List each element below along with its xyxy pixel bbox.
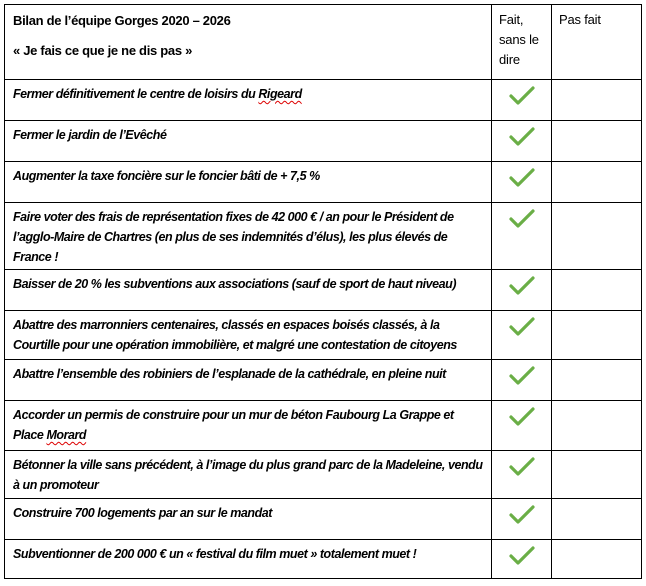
done-cell: [492, 162, 552, 203]
not-done-cell: [552, 121, 642, 162]
done-cell: [492, 540, 552, 579]
table-row: [5, 360, 642, 401]
checkmark-icon: [509, 276, 535, 296]
header-title-cell: [5, 5, 492, 80]
column-header-done-line-2: sans le: [499, 32, 539, 47]
column-header-not-done-label: Pas fait: [559, 12, 601, 27]
item-cell: [5, 121, 492, 162]
table-row: [5, 540, 642, 579]
item-cell: [5, 540, 492, 579]
item-cell: [5, 499, 492, 540]
item-cell: [5, 360, 492, 401]
item-text: Fermer le jardin de l’Evêché: [13, 128, 167, 142]
not-done-cell: [552, 499, 642, 540]
not-done-cell: [552, 360, 642, 401]
column-header-not-done: [552, 5, 642, 80]
table-row: [5, 401, 642, 451]
not-done-cell: [552, 80, 642, 121]
done-cell: [492, 401, 552, 451]
item-text: Subventionner de 200 000 € un « festival du film muet » totalement muet !: [13, 547, 417, 561]
not-done-cell: [552, 270, 642, 311]
column-header-done-line-3: dire: [499, 52, 520, 67]
not-done-cell: [552, 162, 642, 203]
checkmark-icon: [509, 317, 535, 337]
checkmark-icon: [509, 407, 535, 427]
table-row: [5, 203, 642, 270]
checkmark-icon: [509, 209, 535, 229]
document-title: Bilan de l’équipe Gorges 2020 – 2026: [13, 13, 231, 28]
checkmark-icon: [509, 457, 535, 477]
item-text: Augmenter la taxe foncière sur le foncier bâti de + 7,5 %: [13, 169, 320, 183]
checkmark-icon: [509, 168, 535, 188]
checkmark-icon: [509, 546, 535, 566]
table-row: [5, 499, 642, 540]
table-row: [5, 162, 642, 203]
checkmark-icon: [509, 86, 535, 106]
item-text: Abattre des marronniers centenaires, classés en espaces boisés classés, à la Courtille pour une opération immobilière, et malgré une contestation de citoyens: [13, 318, 457, 352]
done-cell: [492, 80, 552, 121]
table-row: [5, 80, 642, 121]
done-cell: [492, 203, 552, 270]
done-cell: [492, 360, 552, 401]
checkmark-icon: [509, 366, 535, 386]
done-cell: [492, 499, 552, 540]
item-cell: [5, 80, 492, 121]
header-row: [5, 5, 642, 80]
item-text: Accorder un permis de construire pour un mur de béton Faubourg La Grappe et Place Morard: [13, 408, 454, 442]
item-cell: [5, 451, 492, 499]
item-cell: [5, 311, 492, 360]
item-cell: [5, 401, 492, 451]
item-text: Fermer définitivement le centre de loisirs du Rigeard: [13, 87, 302, 101]
item-text: Construire 700 logements par an sur le mandat: [13, 506, 272, 520]
not-done-cell: [552, 540, 642, 579]
checkmark-icon: [509, 505, 535, 525]
done-cell: [492, 270, 552, 311]
table-row: [5, 451, 642, 499]
not-done-cell: [552, 203, 642, 270]
item-text: Faire voter des frais de représentation fixes de 42 000 € / an pour le Président de l’agglo-Maire de Chartres (en plus de ses indemnités d’élus), les plus élevés de France !: [13, 210, 454, 264]
table-row: [5, 270, 642, 311]
document-subtitle: « Je fais ce que je ne dis pas »: [13, 43, 192, 58]
spellcheck-flagged-word: Rigeard: [258, 87, 302, 101]
not-done-cell: [552, 401, 642, 451]
not-done-cell: [552, 451, 642, 499]
done-cell: [492, 121, 552, 162]
item-text: Abattre l’ensemble des robiniers de l’esplanade de la cathédrale, en pleine nuit: [13, 367, 446, 381]
item-cell: [5, 270, 492, 311]
bilan-table: [4, 4, 642, 579]
item-cell: [5, 203, 492, 270]
table-row: [5, 121, 642, 162]
item-text: Baisser de 20 % les subventions aux associations (sauf de sport de haut niveau): [13, 277, 457, 291]
spellcheck-flagged-word: Morard: [46, 428, 87, 442]
checkmark-icon: [509, 127, 535, 147]
done-cell: [492, 451, 552, 499]
not-done-cell: [552, 311, 642, 360]
item-text: Bétonner la ville sans précédent, à l’image du plus grand parc de la Madeleine, vendu à un promoteur: [13, 458, 483, 492]
column-header-done: [492, 5, 552, 80]
item-cell: [5, 162, 492, 203]
done-cell: [492, 311, 552, 360]
table-row: [5, 311, 642, 360]
column-header-done-line-1: Fait,: [499, 12, 524, 27]
